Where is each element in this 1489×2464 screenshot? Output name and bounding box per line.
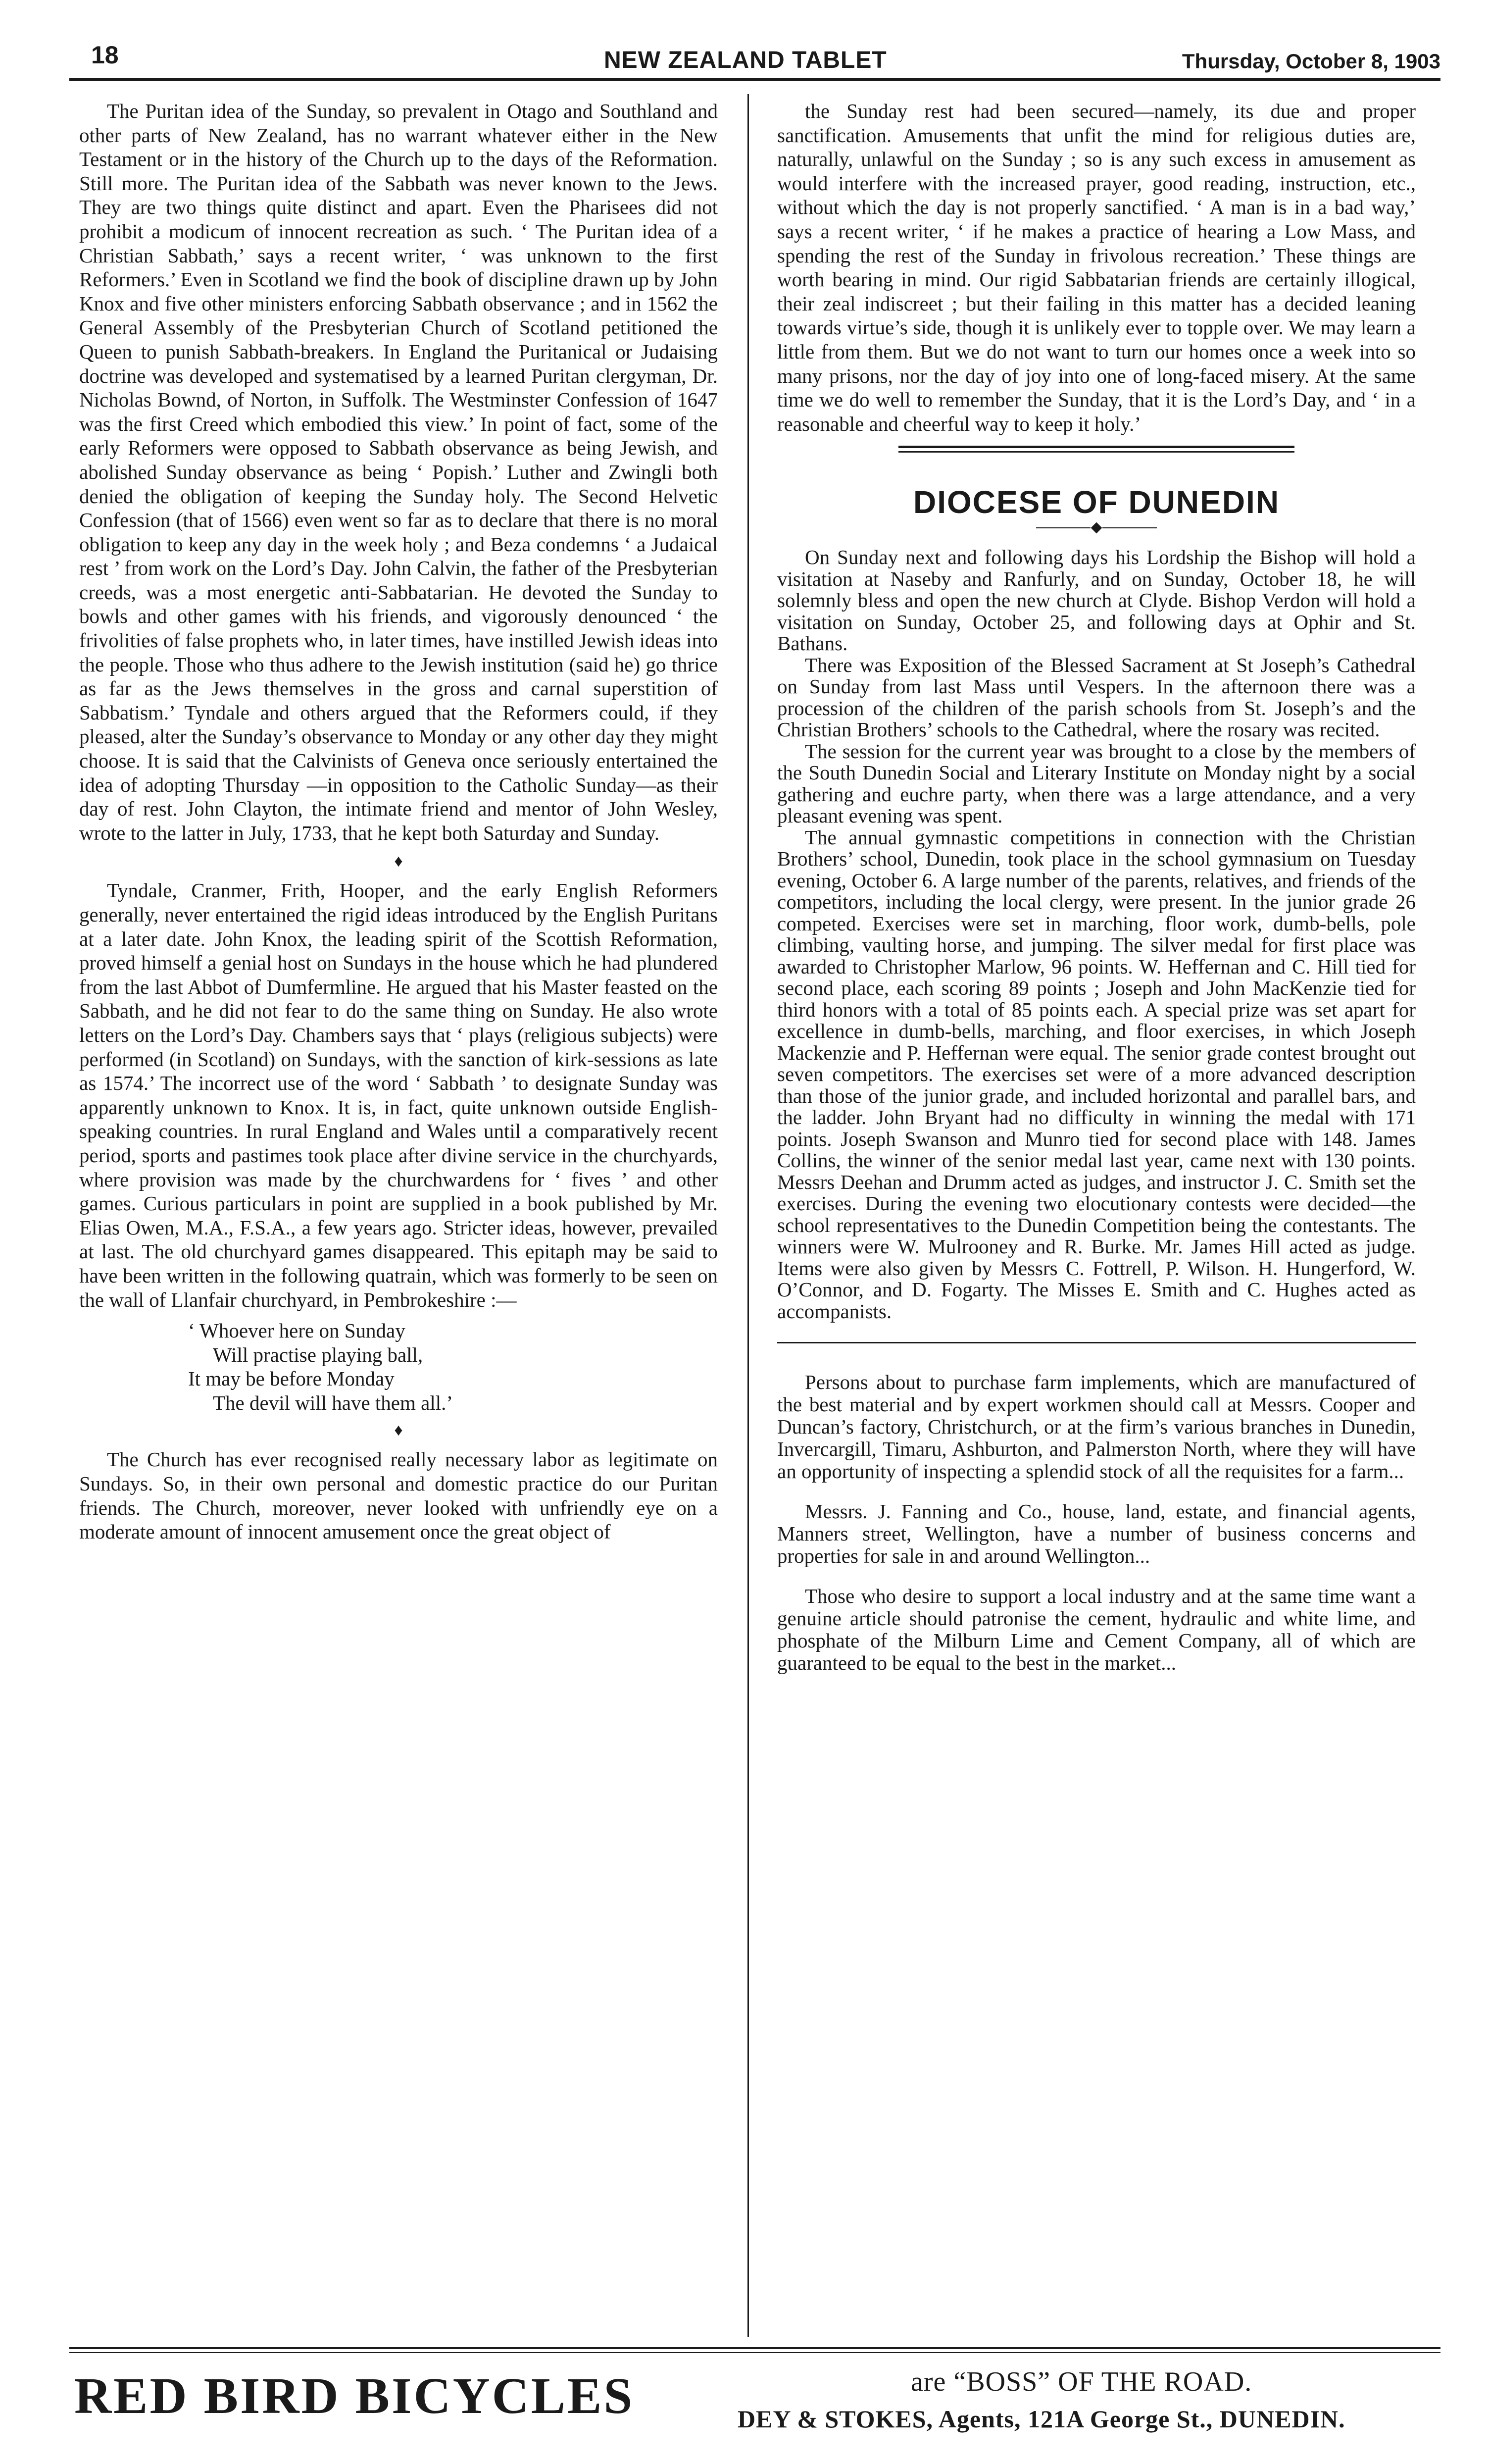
notice-paragraph: Persons about to purchase farm implements, which are manufactured of the best material and by expert workmen should call at Messrs. Cooper and Duncan’s factory, Christchurch, or at the firm’s various branches in Dunedin, Invercargill, Timaru, Ashburton, and Palmerston North, where they will have an opportunity of inspecting a splendid stock of all the requisites for a farm... xyxy=(777,1371,1416,1483)
news-paragraph: The annual gymnastic competitions in connection with the Christian Brothers’ school, Dunedin, took place in the school gymnasium on Tuesday evening, October 6. A large number of the parents, relatives, and friends of the competitors, including the local clergy, were present. In the junior grade 26 competed. Exercises were set in marching, floor work, dumb-bells, pole climbing, vaulting horse, and jumping. The silver medal for first place was awarded to Christopher Marlow, 96 points. W. Heffernan and C. Hill tied for second place, each scoring 89 points ; Joseph and John MacKenzie tied for third honors with a total of 85 points each. A special prize was set apart for excellence in dumb-bells, marching, and floor exercises, in which Joseph Mackenzie and P. Heffernan were equal. The senior grade contest brought out seven competitors. The exercises set were of a more advanced description than those of the junior grade, and included horizontal and parallel bars, and the ladder. John Bryant had no difficulty in winning the medal with 171 points. Joseph Swanson and Munro tied for second place with 148. James Collins, the winner of the senior medal last year, came next with 130 points. Messrs Deehan and Drumm acted as judges, and instructor J. C. Smith set the exercises. During the evening two elocutionary contests were decided—the school representatives to the Dunedin Competition being the contestants. The winners were W. Mulrooney and R. Burke. Mr. James Hill acted as judge. Items were also given by Messrs C. Fottrell, P. Wilson. H. Hungerford, W. O’Connor, and D. Fogarty. The Misses E. Smith and C. Hughes acted as accompanists. xyxy=(777,825,1416,1323)
diocese-news xyxy=(777,547,1416,1322)
page-number: 18 xyxy=(91,41,119,69)
news-paragraph: The session for the current year was brought to a close by the members of the South Dunedin Social and Literary Institute on Monday night by a social gathering and euchre party, when there was a large attendance, and a very pleasant evening was spent. xyxy=(777,739,1416,827)
section-ornament: ♦ xyxy=(394,1421,403,1440)
poem-line: Will practise playing ball, xyxy=(213,1343,423,1366)
left-column xyxy=(79,99,718,1544)
article-paragraph: The Church has ever recognised really necessary labor as legitimate on Sundays. So, in their own personal and domestic practice do our Puritan friends. The Church, moreover, never looked with unfriendly eye on a moderate amount of innocent amusement once the great object of xyxy=(79,1448,718,1543)
quatrain xyxy=(79,1319,718,1415)
poem-line: It may be before Monday xyxy=(188,1367,395,1390)
separator-rule xyxy=(777,1342,1416,1343)
article-paragraph: The Puritan idea of the Sunday, so prevalent in Otago and Southland and other parts of New Zealand, has no warrant whatever either in the New Testament or in the history of the Church up to the days of the Reformation. Still more. The Puritan idea of the Sabbath was never known to the Jews. They are two things quite distinct and apart. Even the Pharisees did not prohibit a modicum of innocent recreation as such. ‘ The Puritan idea of a Christian Sabbath,’ says a recent writer, ‘ was unknown to the first Reformers.’ Even in Scotland we find the book of discipline drawn up by John Knox and five other ministers enforcing Sabbath observance ; and in 1562 the General Assembly of the Presbyterian Church of Scotland petitioned the Queen to punish Sabbath-breakers. In England the Puritanical or Judaising doctrine was developed and systematised by a learned Puritan clergyman, Dr. Nicholas Bownd, of Norton, in Suffolk. The Westminster Confession of 1647 was the first Creed which embodied this view.’ In point of fact, some of the early Reformers were opposed to Sabbath observance as being Jewish, and abolished Sunday observance as being ‘ Popish.’ Luther and Zwingli both denied the obligation of keeping the Sunday holy. The Second Helvetic Confession (that of 1566) even went so far as to declare that there is no moral obligation to keep any day in the week holy ; and Beza condemns ‘ a Judaical rest ’ from work on the Lord’s Day. John Calvin, the father of the Presbyterian creeds, was a most energetic anti-Sabbatarian. He devoted the Sunday to bowls and other games with his friends, and vigorously denounced ‘ the frivolities of false prophets who, in later times, have instilled Jewish ideas into the people. Those who thus adhere to the Jewish institution (said he) go thrice as far as the Jews themselves in the gross and carnal superstition of Sabbatism.’ Tyndale and others argued that the Reformers could, if they pleased, alter the Sunday’s observance to Monday or any other day they might choose. It is said that the Calvinists of Geneva once seriously entertained the idea of adopting Thursday —in opposition to the Catholic Sunday—as their day of rest. John Clayton, the intimate friend and mentor of John Wesley, wrote to the latter in July, 1733, that he kept both Saturday and Sunday. xyxy=(79,100,718,844)
double-rule xyxy=(777,446,1416,455)
publication-title: NEW ZEALAND TABLET xyxy=(604,47,887,73)
poem-line: ‘ Whoever here on Sunday xyxy=(188,1319,405,1342)
ad-tagline: are “BOSS” OF THE ROAD. xyxy=(911,2366,1252,2397)
ad-brand: RED BIRD BICYCLES xyxy=(74,2367,635,2424)
page-header xyxy=(69,39,1440,81)
article-paragraph: the Sunday rest had been secured—namely, its due and proper sanctification. Amusements that unfit the mind for religious duties are, naturally, unlawful on the Sunday ; so is any such excess in amusement as would interfere with the increased prayer, good reading, instruction, etc., without which the day is not properly sanctified. ‘ A man is in a bad way,’ says a recent writer, ‘ if he makes a practice of hearing a Low Mass, and spending the rest of the Sunday in frivolous recreation.’ These things are worth bearing in mind. Our rigid Sabbatarian friends are certainly illogical, their zeal indiscreet ; but their failing in this matter has a decided leaning towards virtue’s side, though it is unlikely ever to topple over. We may learn a little from them. But we do not want to turn our homes once a week into so many prisons, nor the day of joy into one of long-faced misery. At the same time we do well to remember the Sunday, that it is the Lord’s Day, and ‘ in a reasonable and cheerful way to keep it holy.’ xyxy=(777,100,1416,435)
diamond-icon xyxy=(1091,522,1102,534)
footer-rule xyxy=(69,2352,1440,2353)
news-paragraph: On Sunday next and following days his Lordship the Bishop will hold a visitation at Naseby and Ranfurly, and on Sunday, October 18, he will solemnly bless and open the new church at Clyde. Bishop Verdon will hold a visitation on Sunday, October 25, and following days at Ophir and St. Bathans. xyxy=(777,546,1416,655)
ad-agents: DEY & STOKES, Agents, 121A George St., DUNEDIN. xyxy=(738,2405,1345,2433)
footer-rule xyxy=(69,2347,1440,2349)
section-heading: DIOCESE OF DUNEDIN xyxy=(913,484,1280,520)
article-paragraph: Tyndale, Cranmer, Frith, Hooper, and the early English Reformers generally, never entertained the rigid ideas introduced by the English Puritans at a later date. John Knox, the leading spirit of the Scottish Reformation, proved himself a genial host on Sundays in the house which he had plundered from the last Abbot of Dumfermline. He argued that his Master feasted on the Sabbath, and he did not fear to do the same thing on Sunday. He also wrote letters on the Lord’s Day. Chambers says that ‘ plays (religious subjects) were performed (in Scotland) on Sundays, with the sanction of kirk-sessions as late as 1574.’ The incorrect use of the word ‘ Sabbath ’ to designate Sunday was apparently unknown to Knox. It is, in fact, quite unknown outside English-speaking countries. In rural England and Wales until a comparatively recent period, sports and pastimes took place after divine service in the churchyards, where provision was made by the churchwardens for ‘ fives ’ and other games. Curious particulars in point are supplied in a book published by Mr. Elias Owen, M.A., F.S.A., a few years ago. Stricter ideas, however, prevailed at last. The old churchyard games disappeared. This epitaph may be said to have been written in the following quatrain, which was formerly to be seen on the wall of Llanfair churchyard, in Pembrokeshire :— xyxy=(79,879,718,1311)
section-ornament: ♦ xyxy=(394,852,403,871)
news-paragraph: There was Exposition of the Blessed Sacrament at St Joseph’s Cathedral on Sunday from last Mass until Vespers. In the afternoon there was a procession of the children of the parish schools from St. Joseph’s and the Christian Brothers’ schools to the Cathedral, where the rosary was recited. xyxy=(777,653,1416,741)
issue-date: Thursday, October 8, 1903 xyxy=(1182,50,1440,73)
column-divider xyxy=(747,94,749,2337)
right-column xyxy=(777,99,1416,1692)
poem-line: The devil will have them all.’ xyxy=(213,1391,453,1414)
notice-paragraph: Those who desire to support a local industry and at the same time want a genuine article should patronise the cement, hydraulic and white lime, and phosphate of the Milburn Lime and Cement Company, all of which are guaranteed to be equal to the best in the market... xyxy=(777,1585,1416,1675)
heading-ornament xyxy=(777,524,1416,532)
notice-paragraph: Messrs. J. Fanning and Co., house, land, estate, and financial agents, Manners street, Wellington, have a number of business concerns and properties for sale in and around Wellington... xyxy=(777,1500,1416,1568)
